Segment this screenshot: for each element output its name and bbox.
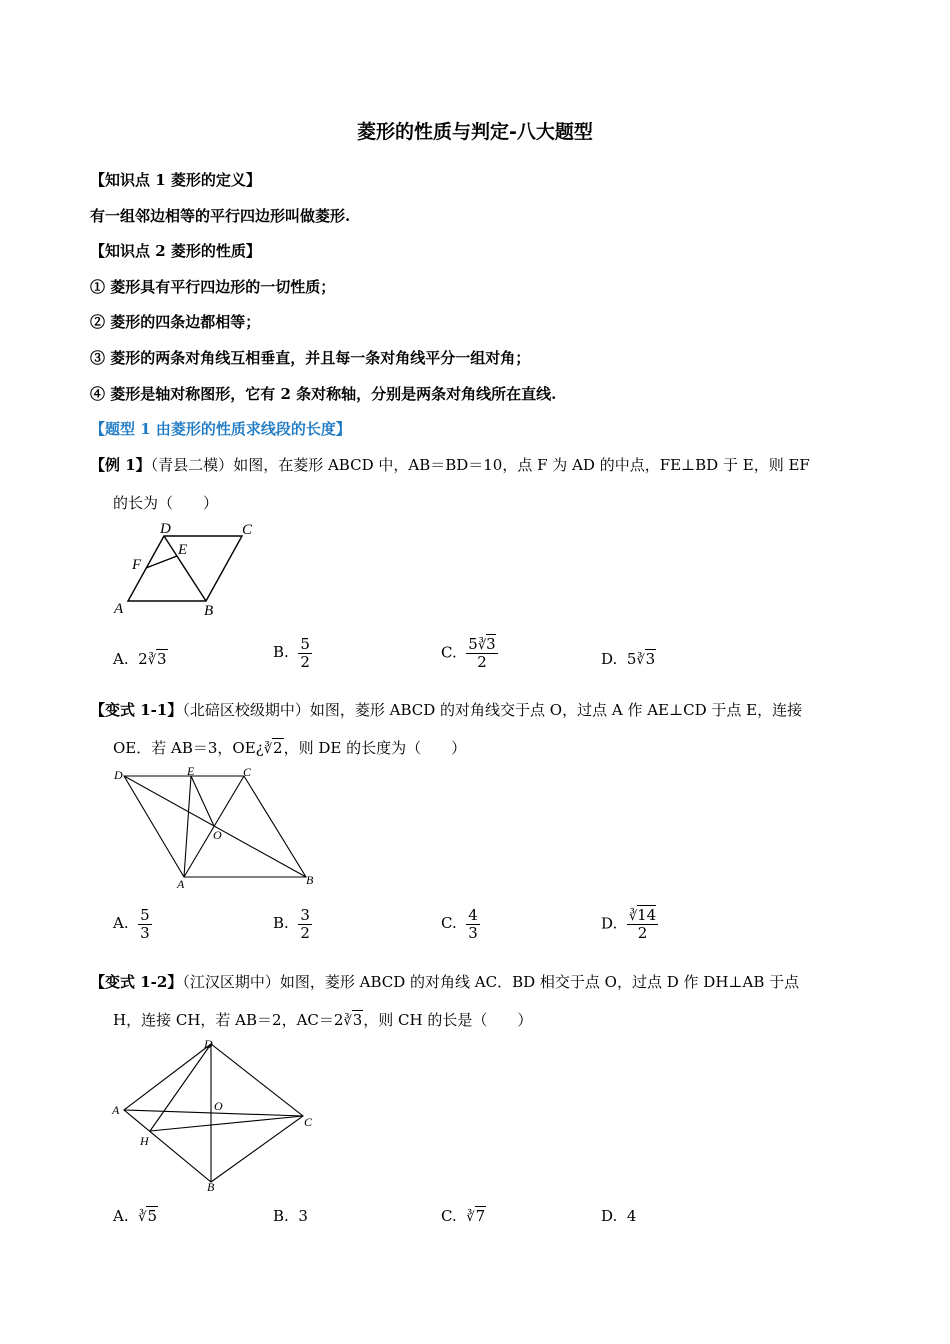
v12-label-d: D <box>204 1037 213 1051</box>
v12-choice-a-label: A. <box>113 1207 129 1225</box>
v12-choice-c[interactable]: C. ∛7 <box>441 1207 486 1225</box>
v11-line2b: ¿ <box>255 739 264 757</box>
v12-figure <box>108 1036 323 1196</box>
v11-source: （北碚区校级期中） <box>182 701 310 719</box>
v12-line2: H，连接 CH，若 AB＝2，AC＝2∛3，则 CH 的长是（ ） <box>113 1011 533 1029</box>
kp2-item-2: ② 菱形的四条边都相等； <box>90 313 261 331</box>
v11-choice-b-label: B. <box>273 914 289 932</box>
v11-choice-d-label: D. <box>601 914 618 933</box>
v11-line1: 如图，菱形 ABCD 的对角线交于点 O，过点 A 作 AE⊥CD 于点 E，连接 <box>309 701 803 719</box>
v12-line2a: H，连接 CH，若 AB＝2，AC＝2 <box>113 1011 344 1029</box>
v12-choice-d-label: D. <box>601 1207 618 1225</box>
kp2-item-1: ① 菱形具有平行四边形的一切性质； <box>90 278 336 296</box>
ex1-choice-a[interactable]: A. 2∛3 <box>113 650 167 668</box>
ex1-choice-a-label: A. <box>113 650 129 668</box>
v12-choice-b-label: B. <box>273 1207 289 1225</box>
v11-choice-c-num: 4 <box>468 906 478 924</box>
ex1-label-d: D <box>160 521 171 537</box>
v11-line2c: 2 <box>273 739 283 757</box>
ex1-tag: 【例 1】 <box>90 456 151 474</box>
ex1-choice-b-den: 2 <box>300 652 310 671</box>
ex1-label-e: E <box>178 542 188 558</box>
v12-source: （江汉区期中） <box>182 973 280 991</box>
ex1-label-a: A <box>114 601 124 617</box>
v12-label-o: O <box>214 1099 223 1113</box>
v11-label-e: E <box>187 764 195 778</box>
kp1-text: 有一组邻边相等的平行四边形叫做菱形. <box>90 207 351 225</box>
type1-heading: 【题型 1 由菱形的性质求线段的长度】 <box>90 420 351 438</box>
v12-choice-b-val: 3 <box>298 1207 308 1225</box>
ex1-choice-c-coef: 5 <box>468 635 478 653</box>
kp1-heading: 【知识点 1 菱形的定义】 <box>90 171 261 189</box>
v12-choice-c-rad: 7 <box>475 1207 486 1225</box>
v11-choice-c[interactable] <box>441 907 480 941</box>
v12-tag: 【变式 1-2】 <box>90 973 183 991</box>
v11-label-o: O <box>213 828 222 842</box>
v12-line2b: 3 <box>352 1011 363 1029</box>
v12-choice-d-val: 4 <box>626 1207 637 1225</box>
v11-choice-c-den: 3 <box>468 923 478 942</box>
ex1-choice-c-rad: 3 <box>486 635 496 653</box>
v11-choice-a-den: 3 <box>140 923 150 942</box>
ex1-choice-b[interactable] <box>273 636 312 670</box>
ex1-choice-d-coef: 5 <box>626 650 637 668</box>
v12-choice-a-rad: 5 <box>147 1207 157 1225</box>
v11-line2d: ，则 DE 的长度为（ ） <box>283 739 467 757</box>
ex1-line1: 如图，在菱形 ABCD 中，AB＝BD＝10，点 F 为 AD 的中点，FE⊥BD 于 E，则 EF <box>233 456 810 474</box>
v11-line2a: OE．若 AB＝3，OE <box>113 739 256 757</box>
kp2-item-3: ③ 菱形的两条对角线互相垂直，并且每一条对角线平分一组对角； <box>90 349 531 367</box>
v12-choice-d[interactable] <box>601 1207 636 1225</box>
v11-choice-b-num: 3 <box>300 906 310 924</box>
ex1-label-f: F <box>132 557 142 573</box>
ex1-line2: 的长为（ ） <box>113 494 219 512</box>
v11-choice-a-num: 5 <box>140 906 150 924</box>
ex1-label-b: B <box>204 603 214 619</box>
v12-line2c: ，则 CH 的长是（ ） <box>363 1011 533 1029</box>
v12-label-a: A <box>112 1103 120 1117</box>
ex1-choice-a-rad: 3 <box>157 650 167 668</box>
v11-label-d: D <box>114 768 123 782</box>
ex1-choice-b-label: B. <box>273 643 289 661</box>
kp2-item-4: ④ 菱形是轴对称图形，它有 2 条对称轴，分别是两条对角线所在直线. <box>90 385 557 403</box>
v11-label-c: C <box>243 765 252 779</box>
ex1-choice-a-coef: 2 <box>138 650 148 668</box>
v11-choice-d-rad: 14 <box>637 906 657 924</box>
ex1-choice-d-rad: 3 <box>645 650 656 668</box>
v11-tag: 【变式 1-1】 <box>90 701 183 719</box>
v12-choice-c-label: C. <box>441 1207 457 1225</box>
ex1-question <box>90 454 810 475</box>
kp2-heading: 【知识点 2 菱形的性质】 <box>90 242 261 260</box>
v12-label-h: H <box>140 1134 149 1148</box>
v11-choice-b-den: 2 <box>300 923 310 942</box>
ex1-source: （青县二模） <box>150 456 234 474</box>
v12-choice-a[interactable]: A. ∛5 <box>113 1207 157 1225</box>
ex1-figure <box>108 518 268 622</box>
v11-choice-a-label: A. <box>113 914 129 932</box>
ex1-choice-c-den: 2 <box>477 653 487 672</box>
page-title: 菱形的性质与判定-八大题型 <box>357 121 593 143</box>
v11-label-b: B <box>306 873 314 887</box>
v11-figure <box>108 764 323 890</box>
v12-label-c: C <box>304 1115 313 1129</box>
v11-choice-d-den: 2 <box>637 924 648 943</box>
v11-line2: OE．若 AB＝3，OE¿∛2，则 DE 的长度为（ ） <box>113 739 467 757</box>
v12-label-b: B <box>207 1180 215 1194</box>
v12-choice-b[interactable] <box>273 1207 308 1225</box>
ex1-choice-c[interactable]: C. $\frac{5∛3}{2}$ <box>441 635 496 672</box>
v11-choice-a[interactable] <box>113 907 152 941</box>
v11-choice-b[interactable] <box>273 907 312 941</box>
v11-choice-d[interactable]: D. $\frac{∛14}{2}$ <box>601 906 657 943</box>
v11-choice-c-label: C. <box>441 914 457 932</box>
ex1-choice-d[interactable]: D. 5∛3 <box>601 650 656 668</box>
v11-question <box>90 699 802 720</box>
v12-line1: 如图，菱形 ABCD 的对角线 AC．BD 相交于点 O，过点 D 作 DH⊥AB 于点 <box>279 973 800 991</box>
ex1-choice-d-label: D. <box>601 650 618 668</box>
v11-label-a: A <box>177 877 185 890</box>
ex1-choice-c-label: C. <box>441 643 457 662</box>
ex1-label-c: C <box>242 522 253 538</box>
ex1-choice-b-num: 5 <box>300 635 310 653</box>
v12-question <box>90 971 799 992</box>
